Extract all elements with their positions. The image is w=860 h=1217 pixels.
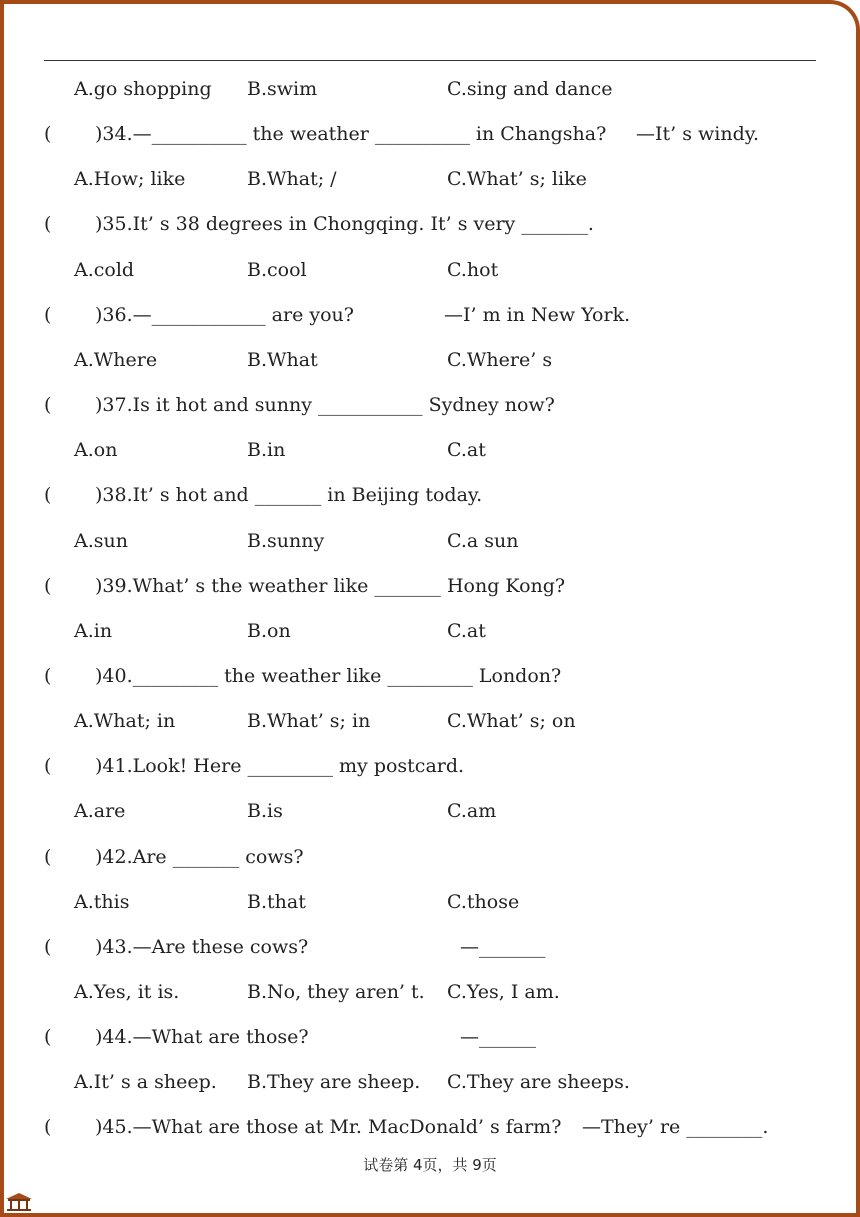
exam-page xyxy=(4,4,856,1213)
option-b: B.What; / xyxy=(247,168,337,191)
option-c: C.sing and dance xyxy=(447,78,613,100)
question-text: )37.Is it hot and sunny ___________ Sydney now? xyxy=(95,394,555,417)
question-line xyxy=(4,210,856,238)
answer-paren: ( xyxy=(44,574,52,597)
options-line xyxy=(4,165,856,193)
question-line xyxy=(4,391,856,419)
option-a: A.are xyxy=(74,800,126,823)
header-rule xyxy=(44,60,816,61)
answer-paren: ( xyxy=(44,664,52,687)
question-line xyxy=(4,572,856,600)
options-line xyxy=(4,888,856,916)
option-a: A.How; like xyxy=(74,168,186,191)
question-line xyxy=(4,662,856,690)
option-a: A.Where xyxy=(74,348,158,371)
option-c: C.at xyxy=(447,619,486,642)
option-b: B.sunny xyxy=(247,529,325,552)
option-b: B.What xyxy=(247,348,318,371)
option-b: B.swim xyxy=(247,78,318,100)
options-line xyxy=(4,617,856,645)
question-text: )45.—What are those at Mr. MacDonald’ s farm? xyxy=(95,1116,562,1139)
option-b: B.is xyxy=(247,800,283,823)
question-line xyxy=(4,301,856,329)
page-footer: 试卷第 4页，共 9页 xyxy=(363,1156,497,1174)
options-line xyxy=(4,256,856,284)
response-text: —I’ m in New York. xyxy=(444,303,631,326)
question-line xyxy=(4,481,856,509)
option-c: C.Where’ s xyxy=(447,348,553,371)
option-c: C.a sun xyxy=(447,529,519,552)
question-line xyxy=(4,752,856,780)
answer-paren: ( xyxy=(44,213,52,236)
question-text: )43.—Are these cows? xyxy=(95,935,309,958)
option-c: C.What’ s; on xyxy=(447,710,576,733)
pavilion-logo-icon xyxy=(4,1191,34,1213)
option-b: B.What’ s; in xyxy=(247,710,371,733)
option-a: A.this xyxy=(74,890,130,913)
option-a: A.on xyxy=(74,439,118,462)
option-b: B.They are sheep. xyxy=(247,1071,421,1094)
option-b: B.No, they aren’ t. xyxy=(247,981,425,1003)
options-line xyxy=(4,346,856,374)
option-a: A.sun xyxy=(74,529,128,552)
options-line xyxy=(4,707,856,735)
options-line xyxy=(4,527,856,555)
options-line xyxy=(4,436,856,464)
question-text: )39.What’ s the weather like _______ Hong Kong? xyxy=(95,574,566,597)
answer-paren: ( xyxy=(44,1026,52,1049)
answer-paren: ( xyxy=(44,394,52,417)
option-c: C.those xyxy=(447,890,520,913)
question-line xyxy=(4,120,856,148)
response-text: —______ xyxy=(460,1026,536,1049)
option-c: C.at xyxy=(447,439,486,462)
question-text: )41.Look! Here _________ my postcard. xyxy=(95,755,465,778)
answer-paren: ( xyxy=(44,935,52,958)
question-line xyxy=(4,933,856,961)
options-line xyxy=(4,75,856,103)
question-text: )35.It’ s 38 degrees in Chongqing. It’ s very _______. xyxy=(95,213,594,236)
question-text: )44.—What are those? xyxy=(95,1026,309,1049)
answer-paren: ( xyxy=(44,484,52,507)
question-text: )38.It’ s hot and _______ in Beijing today. xyxy=(95,484,483,507)
option-a: A.in xyxy=(74,619,113,642)
option-c: C.Yes, I am. xyxy=(447,981,560,1003)
question-line xyxy=(4,1023,856,1051)
option-b: B.cool xyxy=(247,258,307,281)
option-b: B.in xyxy=(247,439,286,462)
options-line xyxy=(4,797,856,825)
answer-paren: ( xyxy=(44,303,52,326)
options-line xyxy=(4,978,856,1006)
option-c: C.hot xyxy=(447,258,499,281)
question-text: )42.Are _______ cows? xyxy=(95,845,304,868)
option-b: B.on xyxy=(247,619,291,642)
answer-paren: ( xyxy=(44,845,52,868)
response-text: —They’ re ________. xyxy=(582,1116,769,1139)
response-text: —_______ xyxy=(460,935,546,958)
question-line xyxy=(4,1113,856,1141)
option-a: A.It’ s a sheep. xyxy=(74,1071,217,1094)
question-text: )34.—__________ the weather __________ in Changsha? xyxy=(95,123,607,146)
option-a: A.What; in xyxy=(74,710,176,733)
answer-paren: ( xyxy=(44,755,52,778)
option-a: A.cold xyxy=(74,258,135,281)
question-text: )40._________ the weather like _________ London? xyxy=(95,664,562,687)
option-a: A.Yes, it is. xyxy=(74,981,180,1003)
answer-paren: ( xyxy=(44,1116,52,1139)
option-b: B.that xyxy=(247,890,306,913)
question-text: )36.—____________ are you? xyxy=(95,303,354,326)
option-c: C.am xyxy=(447,800,497,823)
response-text: —It’ s windy. xyxy=(636,123,759,146)
option-a: A.go shopping xyxy=(74,78,212,100)
options-line xyxy=(4,1068,856,1096)
option-c: C.They are sheeps. xyxy=(447,1071,630,1094)
option-c: C.What’ s; like xyxy=(447,168,587,191)
answer-paren: ( xyxy=(44,123,52,146)
question-line xyxy=(4,843,856,871)
